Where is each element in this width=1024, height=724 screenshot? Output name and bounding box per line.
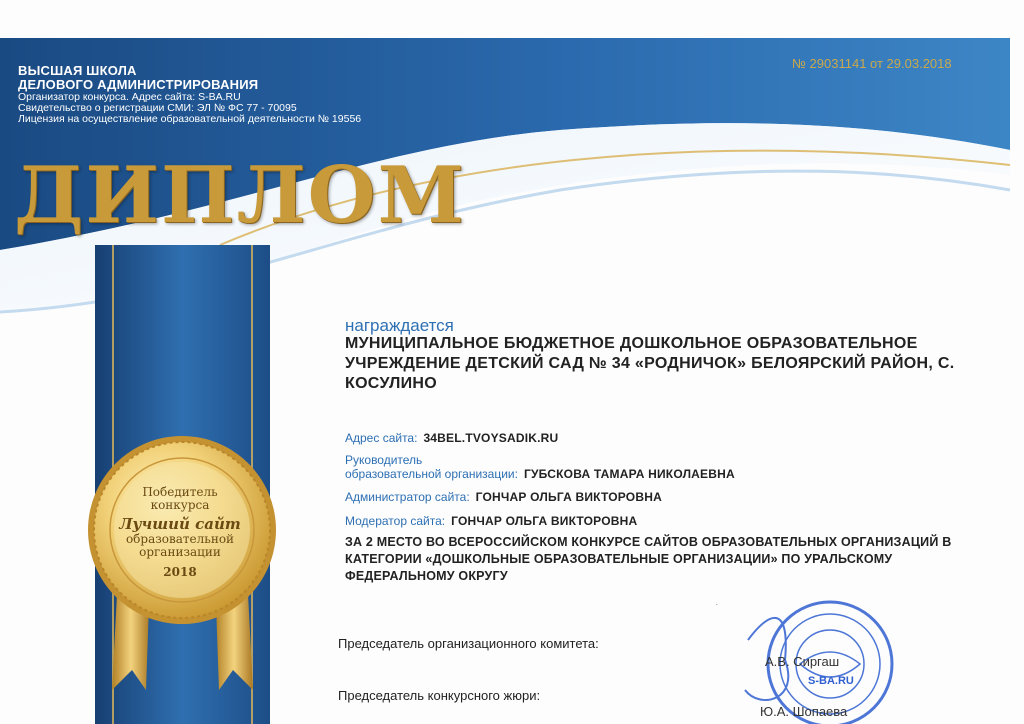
head-label-line1: Руководитель xyxy=(345,453,423,467)
committee-signer: А.В. Сиргаш xyxy=(765,654,840,669)
head-label-line2: образовательной организации: xyxy=(345,467,518,481)
jury-signer: Ю.А. Шопаева xyxy=(760,704,848,719)
moderator-value: ГОНЧАР ОЛЬГА ВИКТОРОВНА xyxy=(451,514,638,528)
medal-line3: Лучший сайт xyxy=(119,515,241,533)
stamp-text: S-BA.RU xyxy=(808,675,854,687)
admin-value: ГОНЧАР ОЛЬГА ВИКТОРОВНА xyxy=(475,490,662,504)
achievement-text: ЗА 2 МЕСТО ВО ВСЕРОССИЙСКОМ КОНКУРСЕ САЙТОВ ОБРАЗОВАТЕЛЬНЫХ ОРГАНИЗАЦИЙ В КАТЕГОРИИ «ДОШКОЛЬНЫЕ ОБРАЗОВАТЕЛЬНЫЕ ОРГАНИЗАЦИИ» ПО УРАЛЬСКОМУ ФЕДЕРАЛЬНОМУ ОКРУГУ xyxy=(345,535,952,583)
organizer-info-line3: Лицензия на осуществление образовательной деятельности № 19556 xyxy=(18,113,362,125)
jury-label: Председатель конкурсного жюри: xyxy=(338,688,541,703)
site-label: Адрес сайта: xyxy=(345,431,418,445)
certificate-number: № 29031141 от 29.03.2018 xyxy=(792,56,952,71)
recipient-name: МУНИЦИПАЛЬНОЕ БЮДЖЕТНОЕ ДОШКОЛЬНОЕ ОБРАЗОВАТЕЛЬНОЕ УЧРЕЖДЕНИЕ ДЕТСКИЙ САД № 34 «РОДНИЧОК» БЕЛОЯРСКИЙ РАЙОН, С. КОСУЛИНО xyxy=(345,335,955,392)
medal-line1: Победитель xyxy=(142,485,218,499)
organizer-name-line1: ВЫСШАЯ ШКОЛА xyxy=(18,63,137,78)
admin-row xyxy=(345,490,662,504)
medal-line5: организации xyxy=(139,545,221,559)
organizer-info-line2: Свидетельство о регистрации СМИ: ЭЛ № ФС 77 - 70095 xyxy=(18,102,297,114)
svg-text:.: . xyxy=(716,601,718,607)
medal-year: 2018 xyxy=(163,565,197,579)
head-row xyxy=(345,454,735,481)
moderator-row xyxy=(345,514,637,528)
organizer-info-line1: Организатор конкурса. Адрес сайта: S-BA.RU xyxy=(18,91,241,103)
head-value: ГУБСКОВА ТАМАРА НИКОЛАЕВНА xyxy=(523,467,735,481)
site-row xyxy=(345,431,558,445)
committee-label: Председатель организационного комитета: xyxy=(338,636,599,651)
site-value: 34BEL.TVOYSADIK.RU xyxy=(423,431,559,445)
moderator-label: Модератор сайта: xyxy=(345,514,446,528)
organizer-block xyxy=(18,64,361,125)
medal-line2: конкурса xyxy=(150,498,210,512)
organizer-name-line2: ДЕЛОВОГО АДМИНИСТРИРОВАНИЯ xyxy=(18,77,259,92)
awarded-label: награждается xyxy=(345,316,454,335)
diploma-title: ДИПЛОМ xyxy=(14,150,466,241)
admin-label: Администратор сайта: xyxy=(345,490,470,504)
medal-text xyxy=(100,486,260,579)
medal-line4: образовательной xyxy=(125,532,235,546)
